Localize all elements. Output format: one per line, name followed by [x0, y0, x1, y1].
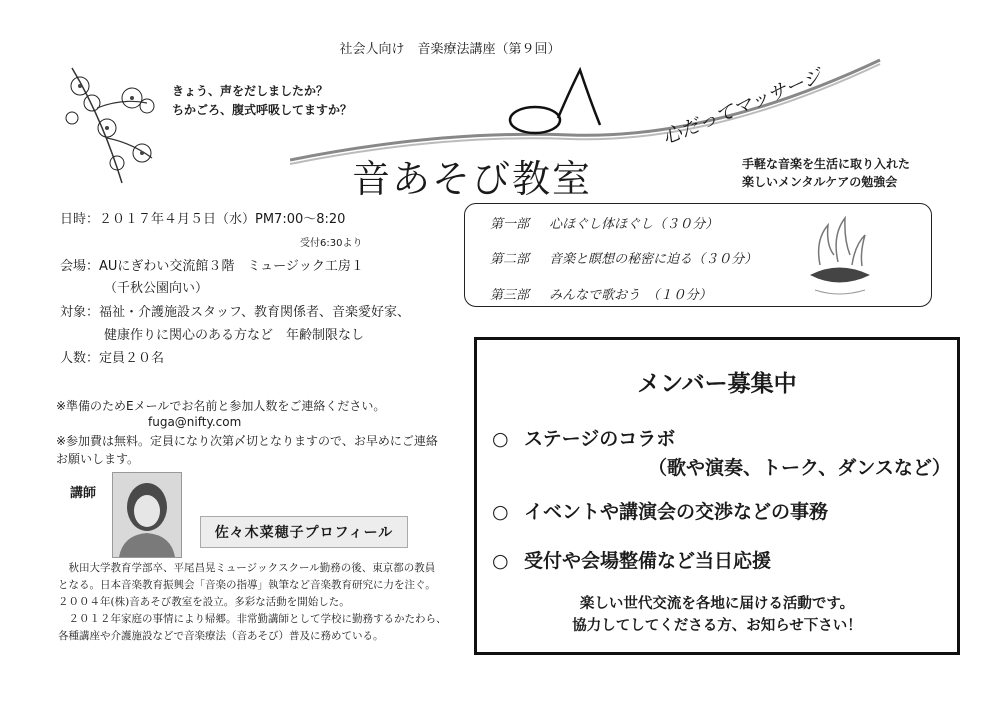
main-title: 音あそび教室	[352, 157, 593, 201]
recruit-closing-1: 楽しい世代交流を各地に届ける活動です。	[579, 596, 855, 612]
flower-illustration	[52, 58, 172, 188]
subtitle-line-2: 楽しいメンタルケアの勉強会	[742, 175, 898, 189]
program-part: 第一部	[490, 217, 530, 232]
contact-email[interactable]: fuga@nifty.com	[148, 415, 242, 429]
program-item	[490, 284, 712, 303]
program-part: 第二部	[490, 252, 530, 267]
event-venue-note: （千秋公園向い）	[104, 281, 209, 296]
event-capacity: 人数：定員２０名	[60, 351, 165, 366]
circle-bullet-icon: ○	[492, 550, 509, 572]
note-email-request: ※準備のためEメールでお名前と参加人数をご連絡ください。	[56, 399, 386, 413]
event-target-2: 健康作りに関心のある方など 年齢制限なし	[104, 328, 365, 343]
program-item	[490, 248, 757, 267]
tagline: 心だってマッサージ	[659, 65, 826, 150]
recruit-item	[492, 546, 771, 573]
recruit-item-label: 受付や会場整備など当日応援	[524, 550, 772, 572]
program-part: 第三部	[490, 288, 530, 303]
event-date: 日時：２０１７年４月５日（水）PM7:00～8:20	[60, 212, 346, 227]
note-fee: ※参加費は無料。定員になり次第〆切となりますので、お早めにご連絡	[56, 434, 438, 448]
circle-bullet-icon: ○	[492, 428, 509, 450]
lecturer-photo	[112, 472, 182, 558]
bio-line: ２００４年(株)音あそび教室を設立。多彩な活動を開始した。	[58, 596, 350, 608]
program-item	[490, 213, 718, 232]
program-title: みんなで歌おう （１０分）	[549, 288, 712, 303]
event-target: 対象：福祉・介護施設スタッフ、教育関係者、音楽愛好家、	[60, 305, 410, 320]
recruit-item	[492, 424, 675, 451]
recruit-closing-2: 協力してしてくださる方、お知らせ下さい！	[572, 618, 862, 634]
recruit-item	[492, 497, 828, 524]
flame-illustration	[800, 210, 878, 300]
bio-line: となる。日本音楽教育振興会「音楽の指導」執筆など音楽教育研究に力を注ぐ。	[58, 579, 436, 591]
program-title: 心ほぐし体ほぐし（３０分）	[549, 217, 719, 232]
event-venue: 会場：AUにぎわい交流館３階 ミュージック工房１	[60, 259, 364, 274]
bio-line: 各種講座や介護施設などで音楽療法（音あそび）普及に務めている。	[58, 630, 384, 642]
program-title: 音楽と瞑想の秘密に迫る（３０分）	[549, 252, 758, 267]
recruit-item-label: ステージのコラボ	[524, 428, 676, 450]
series-title: 社会人向け 音楽療法講座（第９回）	[339, 42, 561, 57]
note-fee-2: お願いします。	[56, 452, 140, 466]
bio-line: 秋田大学教育学部卒、平尾昌晃ミュージックスクール勤務の後、東京都の教員	[58, 562, 436, 574]
bio-line: ２０１２年家庭の事情により帰郷。非常勤講師として学校に勤務するかたわら、	[58, 613, 447, 625]
lecturer-label: 講師	[70, 486, 97, 501]
recruit-item-label: イベントや講演会の交渉などの事務	[524, 501, 829, 523]
recruit-item-detail: （歌や演奏、トーク、ダンスなど）	[648, 457, 951, 479]
event-reception: 受付6:30より	[300, 238, 363, 249]
question-breathing: ちかごろ、腹式呼吸してますか？	[172, 103, 353, 117]
profile-title: 佐々木菜穂子プロフィール	[200, 516, 408, 548]
circle-bullet-icon: ○	[492, 501, 509, 523]
question-voice: きょう、声をだしましたか？	[172, 84, 329, 98]
subtitle-line-1: 手軽な音楽を生活に取り入れた	[742, 157, 911, 171]
recruit-title: メンバー募集中	[637, 371, 797, 397]
